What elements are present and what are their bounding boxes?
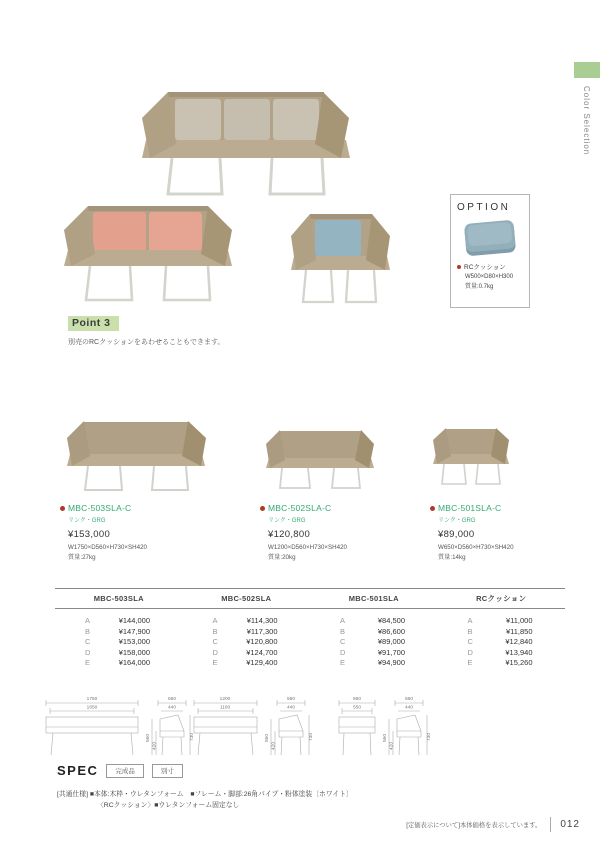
price-value: ¥114,300 — [246, 616, 278, 625]
grade-label: E — [212, 658, 218, 667]
spec-common-label: [共通仕様] — [57, 791, 88, 798]
dim-label: 560 — [383, 733, 388, 743]
option-box — [450, 194, 530, 308]
option-weight: 質量:0.7kg — [465, 284, 494, 290]
dimension-drawing-503 — [40, 693, 198, 763]
price-row — [55, 616, 183, 627]
page-number: 012 — [560, 819, 580, 830]
price-row — [438, 627, 566, 638]
price-value: ¥147,900 — [118, 626, 150, 636]
price-value: ¥153,000 — [118, 637, 150, 646]
grade-label: A — [467, 616, 473, 625]
grade-label: E — [340, 658, 346, 667]
grade-label: A — [340, 616, 346, 625]
grade-label: A — [212, 616, 218, 625]
spec-line-1 — [57, 789, 353, 800]
dim-label: 1750 — [86, 697, 98, 702]
price-table — [55, 588, 565, 678]
product-mbc-502sla-c — [260, 503, 440, 561]
price-column — [438, 616, 566, 669]
dim-label: 560 — [167, 697, 177, 702]
grade-label: E — [467, 658, 473, 667]
price-table-header: MBC-501SLA — [348, 594, 399, 603]
price-value: ¥12,840 — [505, 637, 533, 646]
price-value: ¥117,300 — [246, 626, 278, 636]
point3-heading: Point 3 — [68, 316, 119, 331]
product-code-label: MBC-502SLA-C — [268, 503, 332, 513]
product-finish: リンク・GRG — [268, 518, 306, 524]
sofa-3seat-image — [138, 84, 353, 202]
option-size: W500×D80×H300 — [465, 274, 514, 280]
grade-label: C — [340, 637, 346, 646]
dim-label: 560 — [286, 697, 296, 702]
dim-label: 1100 — [219, 705, 231, 711]
price-value: ¥129,400 — [246, 658, 278, 667]
dim-label: 420 — [389, 741, 395, 751]
price-row — [183, 658, 311, 669]
option-name-label: RCクッション — [464, 264, 506, 271]
color-selection-tab — [574, 62, 600, 78]
grade-label: D — [467, 647, 473, 657]
price-column — [310, 616, 438, 669]
product-mbc-501sla-c — [430, 503, 600, 561]
armchair-blue-image — [288, 208, 393, 310]
product-weight: 質量:14kg — [438, 554, 466, 561]
price-value: ¥86,600 — [377, 626, 405, 636]
price-value: ¥144,000 — [118, 616, 150, 625]
dim-label: 420 — [152, 741, 158, 751]
price-value: ¥91,700 — [377, 647, 405, 657]
dimension-drawing-502 — [188, 693, 318, 763]
price-row — [183, 648, 311, 659]
price-value: ¥11,000 — [505, 616, 533, 625]
price-value: ¥164,000 — [118, 658, 150, 667]
spec-details — [57, 789, 353, 811]
dim-label: 730 — [427, 732, 432, 742]
dim-label: 550 — [352, 705, 362, 711]
price-table-header: RCクッション — [476, 594, 527, 603]
dim-label: 650 — [352, 697, 362, 702]
product-weight: 質量:27kg — [68, 554, 96, 561]
product-code — [60, 503, 240, 513]
price-row — [183, 627, 311, 638]
option-title: OPTION — [457, 202, 511, 213]
product-price: ¥89,000 — [438, 529, 475, 540]
rc-cushion-image — [461, 218, 519, 258]
price-row — [55, 637, 183, 648]
price-value: ¥11,850 — [505, 626, 533, 636]
price-row — [438, 658, 566, 669]
product-size: W650×D560×H730×SH420 — [438, 544, 514, 551]
badge-finished-product: 完成品 — [106, 764, 144, 778]
dim-label: 440 — [286, 705, 296, 711]
grade-label: B — [340, 626, 346, 636]
dim-label: 440 — [167, 705, 177, 711]
product-code — [430, 503, 600, 513]
color-selection-label: Color Selection — [582, 86, 591, 156]
price-value: ¥13,940 — [505, 647, 533, 657]
price-row — [55, 648, 183, 659]
price-table-header: MBC-502SLA — [221, 594, 272, 603]
product-finish: リンク・GRG — [438, 518, 476, 524]
product-price: ¥153,000 — [68, 529, 111, 540]
dim-label: 560 — [404, 697, 414, 702]
product-code-label: MBC-501SLA-C — [438, 503, 502, 513]
bullet-icon — [260, 506, 265, 511]
price-table-header-row — [55, 589, 565, 609]
footer-divider — [550, 817, 551, 832]
grade-label: C — [467, 637, 473, 646]
grade-label: B — [212, 626, 218, 636]
price-row — [55, 627, 183, 638]
grade-label: B — [467, 626, 473, 636]
badge-custom-size: 別寸 — [152, 764, 183, 778]
grade-label: C — [85, 637, 91, 646]
price-value: ¥124,700 — [246, 647, 278, 657]
price-column — [55, 616, 183, 669]
dimension-drawing-501 — [333, 693, 437, 763]
spec-section — [57, 763, 183, 778]
product-code — [260, 503, 440, 513]
bullet-icon — [60, 506, 65, 511]
price-row — [438, 637, 566, 648]
product-mbc-503sla-c — [60, 503, 240, 561]
price-value: ¥89,000 — [377, 637, 405, 646]
price-value: ¥158,000 — [118, 647, 150, 657]
dim-label: 730 — [309, 732, 314, 742]
price-row — [183, 637, 311, 648]
price-row — [310, 616, 438, 627]
grade-label: C — [212, 637, 218, 646]
dim-label: 440 — [404, 705, 414, 711]
price-value: ¥15,260 — [505, 658, 533, 667]
option-product-name — [457, 262, 523, 271]
grade-label: D — [212, 647, 218, 657]
page-footer — [406, 817, 600, 832]
product-finish: リンク・GRG — [68, 518, 106, 524]
bench-1seat-image — [432, 424, 510, 490]
bench-3seat-image — [64, 416, 209, 496]
bullet-icon — [430, 506, 435, 511]
product-weight: 質量:20kg — [268, 554, 296, 561]
spec-common-text: ■本体:木枠・ウレタンフォーム ■フレーム・脚部:26角パイプ・粉体塗装〔ホワイト〕 — [89, 791, 353, 798]
dim-label: 1650 — [86, 705, 98, 711]
price-row — [438, 648, 566, 659]
sofa-2seat-pink-image — [62, 198, 234, 310]
grade-label: D — [340, 647, 346, 657]
bullet-icon — [457, 265, 461, 269]
price-row — [55, 658, 183, 669]
dim-label: 560 — [265, 733, 270, 743]
dim-label: 1200 — [219, 697, 231, 702]
price-row — [438, 616, 566, 627]
grade-label: B — [85, 626, 91, 636]
price-row — [310, 658, 438, 669]
price-row — [310, 648, 438, 659]
product-code-label: MBC-503SLA-C — [68, 503, 132, 513]
product-size: W1750×D560×H730×SH420 — [68, 544, 147, 551]
dim-label: 560 — [146, 733, 151, 743]
product-size: W1200×D560×H730×SH420 — [268, 544, 347, 551]
price-table-body — [55, 609, 565, 678]
price-value: ¥120,800 — [246, 637, 278, 646]
price-value: ¥84,500 — [377, 616, 405, 625]
grade-label: E — [85, 658, 91, 667]
grade-label: D — [85, 647, 91, 657]
price-row — [310, 637, 438, 648]
price-row — [310, 627, 438, 638]
spec-line-2: 〈RCクッション〉■ウレタンフォーム固定なし — [97, 802, 240, 809]
grade-label: A — [85, 616, 91, 625]
price-table-header: MBC-503SLA — [93, 594, 144, 603]
price-value: ¥94,900 — [377, 658, 405, 667]
product-price: ¥120,800 — [268, 529, 311, 540]
dim-label: 730 — [190, 732, 195, 742]
bench-2seat-image — [264, 426, 376, 492]
price-column — [183, 616, 311, 669]
point3-text: 別売のRCクッションをあわせることもできます。 — [68, 339, 225, 346]
price-row — [183, 616, 311, 627]
spec-title: SPEC — [57, 763, 99, 778]
price-display-note: [定価表示について]本体価格を表示しています。 — [406, 822, 542, 829]
dim-label: 420 — [271, 741, 277, 751]
